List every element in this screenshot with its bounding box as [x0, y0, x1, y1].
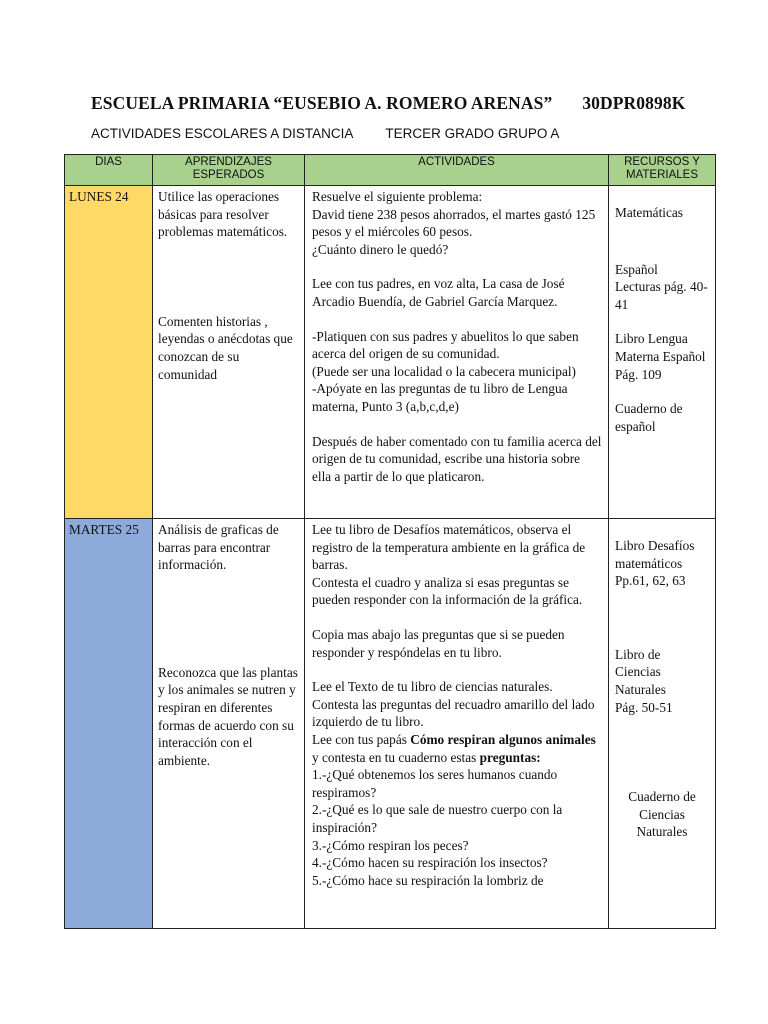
activity-text-part: Lee con tus papás: [312, 731, 411, 747]
activities-table: [64, 154, 716, 929]
school-code: 30DPR0898K: [582, 93, 686, 113]
activity-text: (Puede ser una localidad o la cabecera municipal): [312, 363, 576, 379]
actividades-martes: [305, 519, 609, 929]
day-lunes: [65, 186, 153, 519]
table-header-row: [65, 155, 716, 186]
aprendizaje-text: Análisis de graficas de barras para encontrar información.: [158, 522, 279, 573]
header-actividades: ACTIVIDADES: [305, 155, 609, 186]
aprendizajes-lunes: [153, 186, 305, 519]
table-row-lunes: [65, 186, 716, 519]
activity-text: Contesta el cuadro y analiza si esas preguntas se pueden responder con la información de la gráfica.: [312, 574, 583, 608]
resource-text: Cuaderno de español: [615, 401, 683, 434]
resource-text: Libro Desafíos matemáticos: [615, 538, 695, 571]
activity-text: Lee el Texto de tu libro de ciencias naturales.: [312, 679, 553, 695]
resource-text: Libro Lengua Materna Español: [615, 331, 706, 364]
resource-text: Matemáticas: [615, 205, 683, 220]
document-title: [91, 93, 685, 114]
document-subtitle: [91, 126, 559, 141]
resource-text: Pp.61, 62, 63: [615, 573, 686, 589]
day-label: MARTES 25: [69, 522, 139, 537]
school-name: ESCUELA PRIMARIA “EUSEBIO A. ROMERO ARENAS”: [91, 93, 553, 113]
activity-text: -Apóyate en las preguntas de tu libro de Lengua materna, Punto 3 (a,b,c,d,e): [312, 381, 568, 414]
recursos-martes: [609, 519, 716, 929]
header-dias: DIAS: [65, 155, 153, 186]
question-item: 3.-¿Cómo respiran los peces?: [312, 837, 469, 853]
activity-text: [312, 731, 602, 766]
actividades-lunes: [305, 186, 609, 519]
aprendizaje-text: Reconozca que las plantas y los animales se nutren y respiran en diferentes formas de acuerdo con su interacción con el ambiente.: [158, 664, 298, 768]
activity-text: Resuelve el siguiente problema:: [312, 189, 483, 204]
recursos-lunes: [609, 186, 716, 519]
aprendizaje-text: Utilice las operaciones básicas para resolver problemas matemáticos.: [158, 189, 288, 240]
question-item: 5.-¿Cómo hace su respiración la lombriz de: [312, 872, 544, 888]
activity-text: Lee con tus padres, en voz alta, La casa de José Arcadio Buendía, de Gabriel García Marquez.: [312, 276, 565, 309]
activity-text: ¿Cuánto dinero le quedó?: [312, 241, 449, 257]
activity-text: Copia mas abajo las preguntas que si se pueden responder y respóndelas en tu libro.: [312, 626, 565, 660]
resource-text: Cuaderno de Ciencias Naturales: [628, 789, 696, 840]
question-item: 2.-¿Qué es lo que sale de nuestro cuerpo con la inspiración?: [312, 802, 563, 835]
activity-text: -Platiquen con sus padres y abuelitos lo que saben acerca del origen de su comunidad.: [312, 328, 579, 362]
question-item: 1.-¿Qué obtenemos los seres humanos cuando respiramos?: [312, 767, 558, 800]
activity-title-bold: Cómo respiran algunos animales: [410, 731, 596, 747]
resource-text: Pág. 50-51: [615, 699, 673, 715]
activity-text: Lee tu libro de Desafíos matemáticos, observa el registro de la temperatura ambiente en la gráfica de barras.: [312, 522, 586, 573]
activity-text: Después de haber comentado con tu familia acerca del origen de tu comunidad, escribe una historia sobre ella a partir de lo que platicaron.: [312, 433, 602, 484]
activity-text: David tiene 238 pesos ahorrados, el martes gastó 125 pesos y el miércoles 60 pesos.: [312, 206, 596, 240]
resource-text: Español: [615, 261, 658, 277]
aprendizajes-martes: [153, 519, 305, 929]
activity-text-part: y contesta en tu cuaderno estas: [312, 749, 480, 765]
aprendizaje-text: Comenten historias , leyendas o anécdotas que conozcan de su comunidad: [158, 313, 293, 382]
question-item: 4.-¿Cómo hacen su respiración los insectos?: [312, 855, 548, 871]
grade-group-label: TERCER GRADO GRUPO A: [385, 126, 560, 141]
day-label: LUNES 24: [69, 189, 129, 204]
resource-text: Pág. 109: [615, 366, 662, 382]
activities-label: ACTIVIDADES ESCOLARES A DISTANCIA: [91, 126, 354, 141]
resource-text: Lecturas pág. 40-41: [615, 279, 708, 312]
questions-label-bold: preguntas:: [479, 749, 541, 765]
header-aprendizajes: APRENDIZAJES ESPERADOS: [153, 155, 305, 186]
day-martes: [65, 519, 153, 929]
table-row-martes: [65, 519, 716, 929]
resource-text: Libro de Ciencias Naturales: [615, 646, 666, 697]
activity-text: Contesta las preguntas del recuadro amarillo del lado izquierdo de tu libro.: [312, 696, 595, 730]
header-recursos: RECURSOS Y MATERIALES: [609, 155, 716, 186]
